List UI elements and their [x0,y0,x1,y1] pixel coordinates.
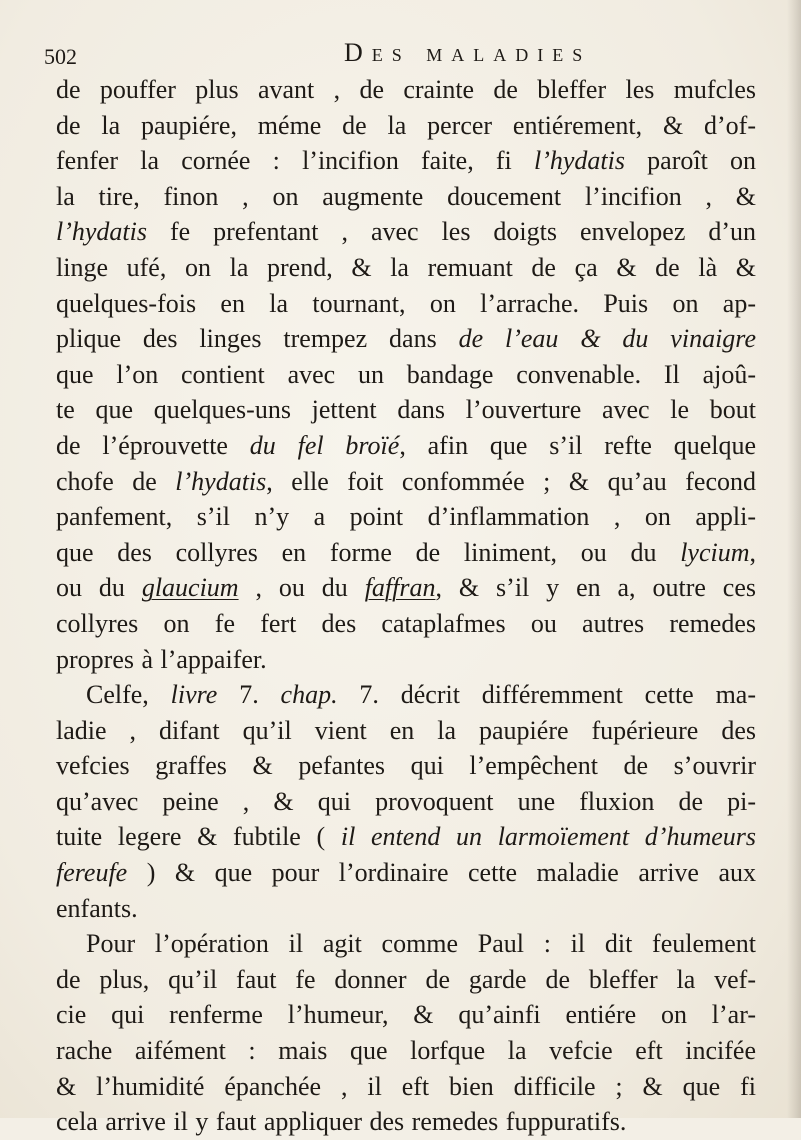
text-segment: 7. décrit différemment cette ma- [337,680,756,710]
text-line [56,606,756,642]
text-line [56,179,756,215]
italic-text: lycium [680,537,750,567]
text-line [56,819,756,855]
text-segment: ) & que pour l’ordinaire cette maladie arrive aux [127,858,756,888]
text-segment: fenfer la cornée : l’incifion faite, fi [56,146,534,176]
text-segment: chofe de [56,466,176,496]
text-segment: propres à l’appaifer. [56,644,267,674]
italic-text: l’hydatis [175,466,267,496]
italic-text: fereufe [56,858,128,888]
text-segment: panfement, s’il n’y a point d’inflammation , on appli- [56,502,756,532]
italic-text: de l’eau & du vinaigre [458,324,756,354]
page-header [44,34,744,74]
text-line [56,926,756,962]
text-segment: 7. [217,680,281,710]
text-segment: de la paupiére, méme de la percer entiérement, & d’of- [56,110,756,140]
text-segment: , elle foit confommée ; & qu’au fecond [266,466,756,496]
body-text [56,72,756,1140]
text-line [56,962,756,998]
text-line [56,997,756,1033]
text-segment: , ou du [238,573,365,603]
page-number: 502 [44,44,77,69]
text-segment: Celfe, [86,680,171,710]
text-segment: la tire, finon , on augmente doucement l’incifion , & [56,181,756,211]
text-line [56,1104,756,1140]
italic-text: glaucium [141,573,239,603]
text-line [56,784,756,820]
text-segment: collyres on fe fert des cataplafmes ou autres remedes [56,608,756,638]
text-segment: que des collyres en forme de liniment, ou du [56,537,681,567]
text-line [56,72,756,108]
text-segment: cie qui renferme l’humeur, & qu’ainfi entiére on l’ar- [56,1000,756,1030]
text-line [56,464,756,500]
text-line [56,286,756,322]
text-segment: de pouffer plus avant , de crainte de bleffer les mufcles [56,75,756,104]
text-line [56,143,756,179]
text-segment: fe prefentant , avec les doigts envelopez d’un [147,217,756,247]
text-segment: Pour l’opération il agit comme Paul : il dit feulement [86,929,756,959]
text-line [56,748,756,784]
text-line [56,1069,756,1105]
text-segment: quelques-fois en la tournant, on l’arrache. Puis on ap- [56,288,756,318]
text-segment: paroît on [624,146,756,176]
text-segment: & l’humidité épanchée , il eft bien difficile ; & que fi [56,1071,756,1101]
text-segment: de l’éprouvette [56,430,250,460]
text-segment: enfants. [56,893,138,923]
text-line [56,891,756,927]
italic-text: l’hydatis [56,217,147,247]
text-line [56,570,756,606]
text-segment: vefcies graffes & pefantes qui l’empêchent de s’ouvrir [56,751,756,781]
text-segment: te que quelques-uns jettent dans l’ouverture avec le bout [56,395,756,425]
page-edge-shadow [787,0,801,1118]
italic-text: chap. [280,680,338,710]
text-segment: plique des linges trempez dans [56,324,459,354]
text-segment: ou du [56,573,142,603]
italic-text: l’hydatis [533,146,625,176]
text-line [56,428,756,464]
text-line [56,108,756,144]
text-line [56,535,756,571]
text-segment: de plus, qu’il faut fe donner de garde de bleffer la vef- [56,964,756,994]
text-segment: qu’avec peine , & qui provoquent une fluxion de pi- [56,786,756,816]
italic-text: il entend un larmoïement d’humeurs [340,822,757,852]
text-line [56,357,756,393]
text-segment: que l’on contient avec un bandage convenable. Il ajoû- [56,359,756,389]
text-line [56,713,756,749]
text-line [56,855,756,891]
text-segment: cela arrive il y faut appliquer des remedes fuppuratifs. [56,1107,627,1137]
italic-text: du fel broïé [249,430,400,460]
text-line [56,1033,756,1069]
text-line [56,321,756,357]
running-head: Des maladies [344,38,592,67]
text-segment: rache aifément : mais que lorfque la vefcie eft incifée [56,1036,756,1066]
text-line [56,642,756,678]
text-segment: , & s’il y en a, outre ces [435,573,756,603]
italic-text: faffran [364,573,436,603]
italic-text: livre [170,680,218,710]
text-segment: tuite legere & fubtile ( [56,822,341,852]
text-line [56,214,756,250]
text-segment: , [749,537,756,567]
text-segment: ladie , difant qu’il vient en la paupiére fupérieure des [56,715,756,745]
text-line [56,250,756,286]
text-line [56,392,756,428]
text-line [56,499,756,535]
text-segment: , afin que s’il refte quelque [399,430,757,460]
text-segment: linge ufé, on la prend, & la remuant de ça & de là & [56,252,756,282]
text-line [56,677,756,713]
